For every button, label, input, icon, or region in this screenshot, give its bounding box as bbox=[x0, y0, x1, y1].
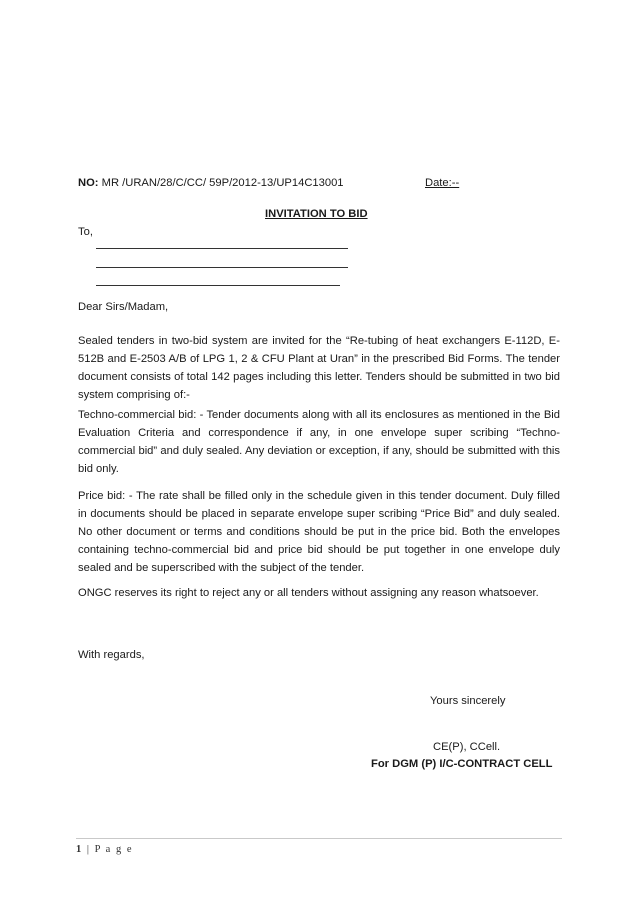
document-title: INVITATION TO BID bbox=[265, 208, 368, 220]
reference-number bbox=[78, 176, 344, 190]
paragraph-price-bid: Price bid: - The rate shall be filled only in the schedule given in this tender document. Duly filled in documents should be placed in separate envelope super scribing “Price Bid” and duly sealed. No other document or terms and conditions should be put in the price bid. Both the envelopes containing techno-commercial bid and price bid should be put together in one envelope duly sealed and be superscribed with the subject of the tender. bbox=[78, 490, 560, 574]
salutation: Dear Sirs/Madam, bbox=[78, 301, 169, 313]
reference-label: NO: bbox=[78, 177, 99, 189]
date-label: Date:-- bbox=[425, 177, 460, 189]
address-line-3 bbox=[96, 285, 340, 286]
paragraph-techno-commercial-bid: Techno-commercial bid: - Tender documents along with all its enclosures as mentioned in the Bid Evaluation Criteria and correspondence if any, in one envelope super scribing “Techno-commercial bid” and duly sealed. Any deviation or exception, if any, should be submitted with this bid only. bbox=[78, 409, 560, 475]
address-line-1 bbox=[96, 248, 348, 249]
signatory-designation: CE(P), CCell. bbox=[433, 741, 501, 753]
page-number: 1 bbox=[76, 844, 83, 855]
paragraph-ongc-rights: ONGC reserves its right to reject any or all tenders without assigning any reason whatsoever. bbox=[78, 587, 539, 599]
regards-line: With regards, bbox=[78, 649, 145, 661]
reference-value: MR /URAN/28/C/CC/ 59P/2012-13/UP14C13001 bbox=[98, 177, 344, 189]
to-label: To, bbox=[78, 226, 93, 238]
footer-divider bbox=[76, 838, 562, 839]
paragraph-tender-invitation: Sealed tenders in two-bid system are invited for the “Re-tubing of heat exchangers E-112D, E-512B and E-2503 A/B of LPG 1, 2 & CFU Plant at Uran” in the prescribed Bid Forms. The tender document consists of total 142 pages including this letter. Tenders should be submitted in two bid system comprising of:- bbox=[78, 335, 560, 401]
yours-sincerely: Yours sincerely bbox=[430, 695, 506, 707]
page-label: | P a g e bbox=[82, 844, 133, 855]
page-footer bbox=[76, 844, 133, 855]
signatory-office: For DGM (P) I/C-CONTRACT CELL bbox=[371, 758, 553, 770]
address-line-2 bbox=[96, 267, 348, 268]
